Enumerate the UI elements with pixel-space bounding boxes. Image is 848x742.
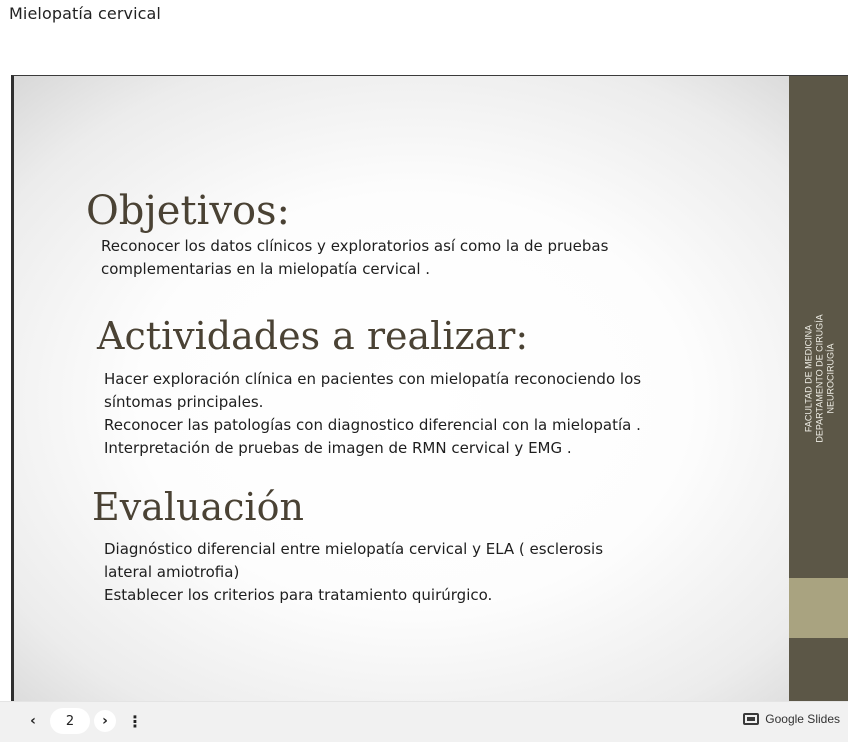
side-caption	[790, 291, 848, 466]
heading-actividades: Actividades a realizar:	[97, 314, 529, 358]
text-line: síntomas principales.	[104, 393, 264, 411]
brand-label: Google Slides	[765, 712, 840, 726]
actividades-text	[104, 368, 641, 460]
evaluacion-text	[104, 538, 603, 607]
slides-toolbar	[0, 701, 848, 742]
text-line: lateral amiotrofia)	[104, 563, 240, 581]
chevron-left-icon[interactable]: ‹	[30, 713, 36, 729]
page-title: Mielopatía cervical	[9, 4, 161, 23]
side-accent-block	[789, 578, 848, 638]
heading-evaluacion: Evaluación	[92, 485, 304, 529]
side-caption-line: NEUROCIRUGÍA	[825, 343, 836, 414]
side-caption-line: FACULTAD DE MEDICINA	[803, 324, 814, 433]
text-line: complementarias en la mielopatía cervical .	[101, 260, 431, 278]
chevron-right-icon[interactable]: ›	[94, 710, 116, 732]
more-vert-icon[interactable]: ⋮	[127, 711, 143, 731]
text-line: Establecer los criterios para tratamiento quirúrgico.	[104, 586, 493, 604]
google-slides-icon	[743, 713, 759, 725]
page-number[interactable]: 2	[50, 708, 90, 734]
side-caption-line: DEPARTAMENTO DE CIRUGÍA	[814, 314, 825, 443]
google-slides-link[interactable]	[743, 712, 840, 726]
text-line: Reconocer las patologías con diagnostico diferencial con la mielopatía .	[104, 416, 641, 434]
text-line: Reconocer los datos clínicos y exploratorios así como la de pruebas	[101, 237, 609, 255]
text-line: Hacer exploración clínica en pacientes con mielopatía reconociendo los	[104, 370, 642, 388]
text-line: Interpretación de pruebas de imagen de RMN cervical y EMG .	[104, 439, 572, 457]
objetivos-text	[101, 235, 608, 281]
heading-objetivos: Objetivos:	[86, 188, 291, 234]
slide	[11, 75, 848, 701]
text-line: Diagnóstico diferencial entre mielopatía cervical y ELA ( esclerosis	[104, 540, 604, 558]
